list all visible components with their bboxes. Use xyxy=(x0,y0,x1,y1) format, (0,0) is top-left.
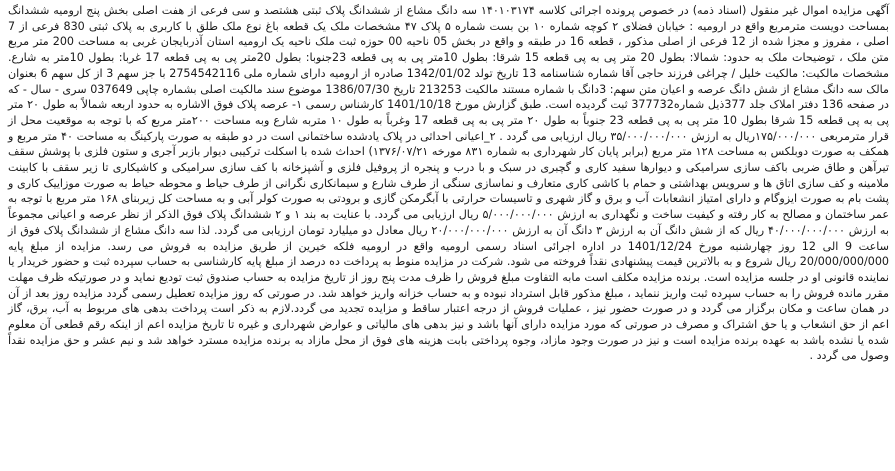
auction-notice-text: آگهی مزایده اموال غیر منقول (اسناد ذمه) در خصوص پرونده اجرائی کلاسه ۱۴۰۱۰۳۱۷۴ سه دانگ مشاع از ششدانگ پلاک ثبتی هشتصد و سی فرعی از هفت اصلی بخش پنج ارومیه ششدانگ بمساحت دویست مترمربع واقع در ارومیه : خیابان فضلای ۲ کوچه شماره ۱۰ بن بست شماره ۵ پلاک ۴۷ مشخصات ملک یک قطعه باغ نوع ملک طلق با کاربری به پلاک ثبتی 830 فرعی از 7 اصلی ، مفروز و مجزا شده از 12 فرعی از اصلی مذکور ، قطعه 16 در طبقه و واقع در بخش 05 ناحیه 00 حوزه ثبت ملک ناحیه یک ارومیه استان آذربایجان غربی به مساحت 200 متر مربع متن ملک ، توضیحات ملک به حدود: شمالا: بطول 20 متر پی به پی قطعه 15 شرقا: بطول 10متر پی به پی قطعه 23جنوبا: بطول 20متر پی به پی قطعه 17 غربا: بطول 10متر به شارع. مشخصات مالکیت: مالکیت خلیل / چراغی فرزند حاجی آقا شماره شناسنامه 13 تاریخ تولد 1342/01/02 صادره از ارومیه دارای شماره ملی 2754542116 با جز سهم 3 از کل سهم 6 بعنوان مالک سه دانگ مشاع از شش دانگ عرصه و اعیان متن سهم: 3دانگ با شماره مستند مالکیت 213253 تاریخ 1386/07/30 موضوع سند مالکیت اصلی بشماره چاپی 037649 سری - سال - که در صفحه 136 دفتر املاک جلد 377ذیل شماره377732 ثبت گردیده است. طبق گزارش مورخ 1401/10/18 کارشناس رسمی ۱- عرصه پلاک فوق الاشاره به حدود اربعه شمالاً به طول ۲۰ متر پی به پی قطعه 15 شرقا بطول 10 متر پی به پی قطعه 23 جنوباً به طول ۲۰ متر پی به پی قطعه 17 وغرباً به طول ۱۰ متربه شارع وبه مساحت ۲۰۰متر مربع که با توجه به موقعیت محل از قرار مترمربعی ۱۷۵/۰۰۰/۰۰۰ریال به ارزش ۳۵/۰۰۰/۰۰۰/۰۰۰ ریال ارزیابی می گردد . ۲_اعیانی احداثی در پلاک یادشده ساختمانی است در دو طبقه به صورت پارکینگ به مساحت ۴۰ متر مربع و همکف به صورت دوبلکس به مساحت ۱۲۸ متر مربع (برابر پایان کار شهرداری به شماره ۸۳۱ مورخه ۱۳۷۶/۰۷/۲۱) احداث شده با اسکلت ترکیبی دیوار بازبر آجری و ستون فلزی با پوشش سقف تیرآهن و طاق ضربی باکف سازی سرامیکی و دیوارها سفید کاری و گچبری در سبک و با درب و پنجره از پروفیل فلزی و آشپزخانه با کف سازی سرامیکی و کاشیکاری تا زیر سقف با کابینت ملامینه و کف سازی اتاق ها و سرویس بهداشتی و حمام با کاشی کاری متعارف و نماسازی سنگی از طرف شارع و سیمانکاری نگرانی از طرف حیاط و محوطه حیاط به صورت موزاییک کاری و پشت بام به صورت ایزوگام و دارای امتیاز انشعابات آب و برق و گاز شهری و تاسیسات حرارتی با آبگرمکن گازی و برودتی به صورت کولر آبی و به مساحت کل زیربنای ۱۶۸ متر مربع با توجه به عمر ساختمان و مصالح به کار رفته و کیفیت ساخت و نگهداری به ارزش ۵/۰۰۰/۰۰۰/۰۰۰ ریال ارزیابی می گردد. با عنایت به بند ۱ و ۲ ششدانگ پلاک فوق الذکر از نظر عرصه و اعیانی مجموعاً به ارزش ۴۰/۰۰۰/۰۰۰/۰۰۰ ریال که از شش دانگ آن به ارزش ۳ دانگ آن به ارزش ۲۰/۰۰۰/۰۰۰/۰۰۰ ریال معادل دو میلیارد تومان ارزیابی می گردد. لذا سه دانگ مشاع از ششدانگ پلاک فوق از ساعت 9 الی 12 روز چهارشنبه مورخ 1401/12/24 در اداره اجرائی اسناد رسمی ارومیه واقع در ارومیه فلکه خیرین از طریق مزایده به فروش می رسد. مزایده از مبلغ پایه 20/000/000/000 ریال شروع و به بالاترین قیمت پیشنهادی نقداً فروخته می شود. شرکت در مزایده منوط به پرداخت ده درصد از مبلغ پایه کارشناسی به حساب سپرده ثبت و حضور خریدار یا نماینده قانونی او در جلسه مزایده است. برنده مزایده مکلف است مابه التفاوت مبلغ فروش را ظرف مدت پنج روز از تاریخ مزایده به حساب صندوق ثبت تودیع نماید و در صورتیکه ظرف مهلت مقرر مانده فروش را به حساب سپرده ثبت واریز ننماید ، مبلغ مذکور قابل استرداد نبوده و به حساب خزانه واریز خواهد شد. در صورتی که روز مزایده تعطیل رسمی گردد مزایده روز بعد از آن در همان ساعت و مکان برگزار می گردد و در صورت حضور نیز ، عملیات فروش از درجه اعتبار ساقط و مزایده تجدید می گردد.لازم به ذکر است پرداخت بدهی های مربوط به آب، برق، گاز اعم از حق انشعاب و یا حق اشتراک و مصرف در صورتی که مورد مزایده دارای آنها باشد و نیز بدهی های مالیاتی و عوارض شهرداری و غیره تا تاریخ مزایده اعم از اینکه رقم قطعی آن معلوم شده یا نشده باشد به عهده برنده مزایده است و نیز در صورت وجود مازاد، وجوه پرداختی بابت هزینه های فوق از محل مازاد به برنده مزایده مسترد خواهد شد و نیم عشر و حق مزایده نقداً وصول می گردد . xyxy=(8,4,890,363)
